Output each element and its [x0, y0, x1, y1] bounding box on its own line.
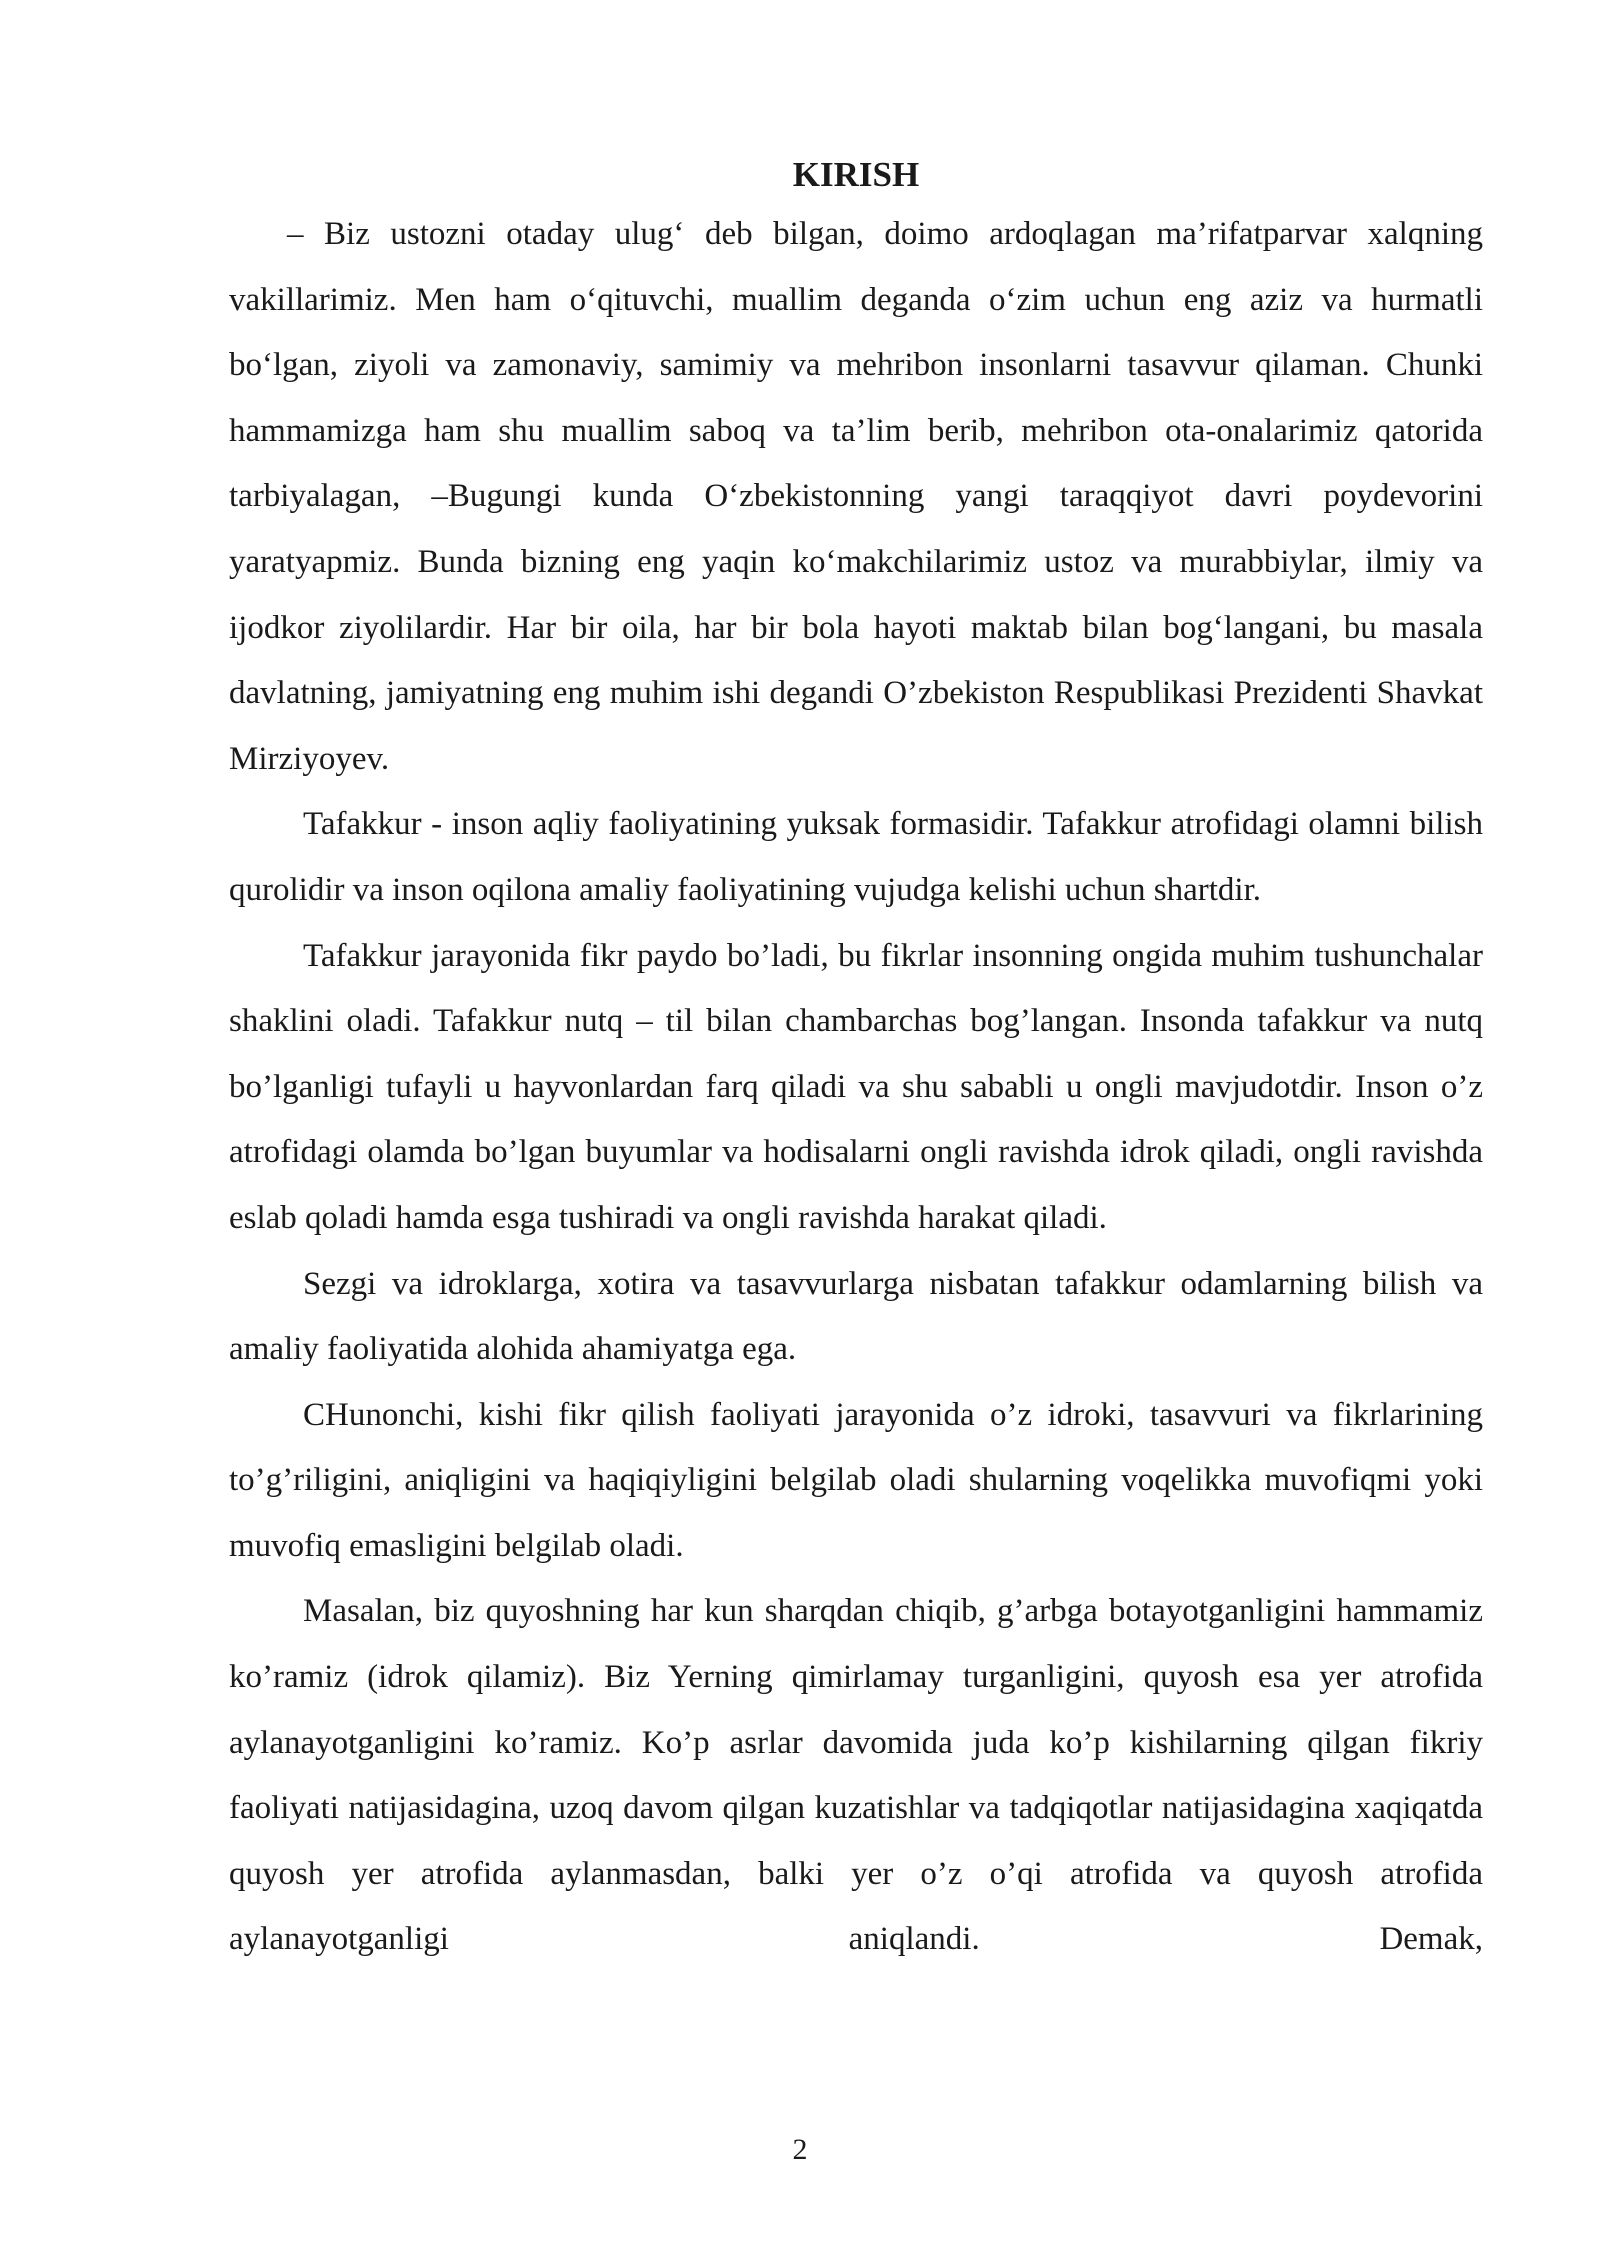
paragraph-1: – Biz ustozni otaday ulug‘ deb bilgan, doimo ardoqlagan ma’rifatparvar xalqning vakillarimiz. Men ham o‘qituvchi, muallim deganda o‘zim uchun eng aziz va hurmatli bo‘lgan, ziyoli va zamonaviy, samimiy va mehribon insonlarni tasavvur qilaman. Chunki hammamizga ham shu muallim saboq va ta’lim berib, mehribon ota-onalarimiz qatorida tarbiyalagan, –Bugungi kunda O‘zbekistonning yangi taraqqiyot davri poydevorini yaratyapmiz. Bunda bizning eng yaqin ko‘makchilarimiz ustoz va murabbiylar, ilmiy va ijodkor ziyolilardir. Har bir oila, har bir bola hayoti maktab bilan bog‘langani, bu masala davlatning, jamiyatning eng muhim ishi degandi O’zbekiston Respublikasi Prezidenti Shavkat Mirziyoyev.	[229, 216, 1483, 777]
paragraph-3: Tafakkur jarayonida fikr paydo bo’ladi, bu fikrlar insonning ongida muhim tushunchalar shaklini oladi. Tafakkur nutq – til bilan chambarchas bog’langan. Insonda tafakkur va nutq bo’lganligi tufayli u hayvonlardan farq qiladi va shu sababli u ongli mavjudotdir. Inson o’z atrofidagi olamda bo’lgan buyumlar va hodisalarni ongli ravishda idrok qiladi, ongli ravishda eslab qoladi hamda esga tushiradi va ongli ravishda harakat qiladi.	[229, 937, 1483, 1236]
section-title: KIRISH	[792, 155, 920, 194]
paragraph-2: Tafakkur - inson aqliy faoliyatining yuksak formasidir. Tafakkur atrofidagi olamni bilish qurolidir va inson oqilona amaliy faoliyatining vujudga kelishi uchun shartdir.	[229, 806, 1483, 908]
page-content	[229, 148, 1483, 1973]
page-number: 2	[792, 2133, 808, 2166]
paragraph-4: Sezgi va idroklarga, xotira va tasavvurlarga nisbatan tafakkur odamlarning bilish va amaliy faoliyatida alohida ahamiyatga ega.	[229, 1265, 1483, 1368]
paragraph-5: CHunonchi, kishi fikr qilish faoliyati jarayonida o’z idroki, tasavvuri va fikrlarining to’g’riligini, aniqligini va haqiqiyligini belgilab oladi shularning voqelikka muvofiqmi yoki muvofiq emasligini belgilab oladi.	[229, 1396, 1483, 1564]
paragraph-6: Masalan, biz quyoshning har kun sharqdan chiqib, g’arbga botayotganligini hammamiz ko’ramiz (idrok qilamiz). Biz Yerning qimirlamay turganligini, quyosh esa yer atrofida aylanayotganligini ko’ramiz. Ko’p asrlar davomida juda ko’p kishilarning qilgan fikriy faoliyati natijasidagina, uzoq davom qilgan kuzatishlar va tadqiqotlar natijasidagina xaqiqatda quyosh yer atrofida aylanmasdan, balki yer o’z o’qi atrofida va quyosh atrofida aylanayotganligi aniqlandi. Demak,	[229, 1593, 1483, 1958]
